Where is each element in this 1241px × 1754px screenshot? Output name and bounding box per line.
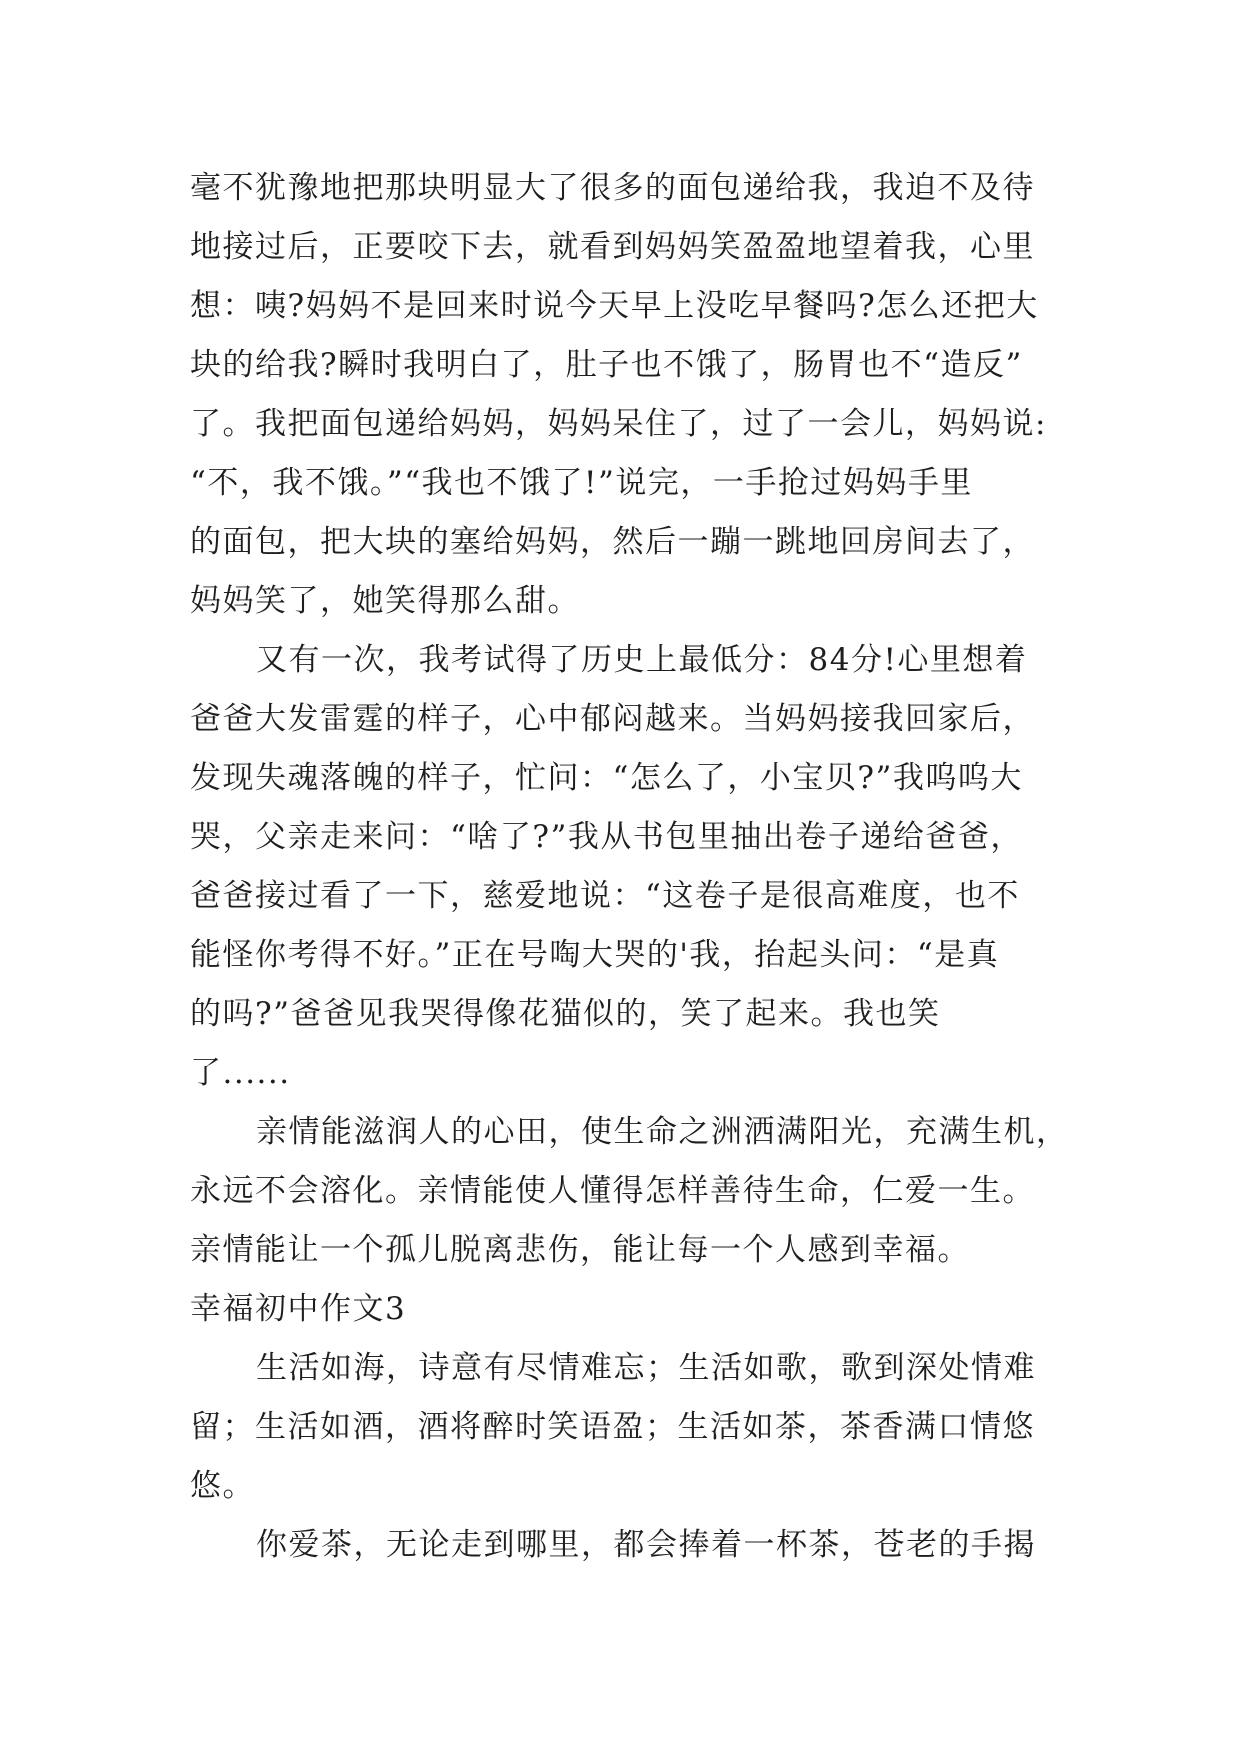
- paragraph-2: [190, 631, 1070, 1103]
- text-line: 发现失魂落魄的样子，忙问：“怎么了，小宝贝?”我呜呜大: [190, 760, 1023, 796]
- text-line: 了......: [190, 1055, 291, 1091]
- text-line: 块的给我?瞬时我明白了，肚子也不饿了，肠胃也不“造反”: [190, 347, 1023, 383]
- text-line: “不，我不饿。”“我也不饿了!”说完，一手抢过妈妈手里: [190, 465, 973, 501]
- paragraph-1: [190, 159, 1070, 631]
- text-line: 永远不会溶化。亲情能使人懂得怎样善待生命，仁爱一生。: [190, 1173, 1035, 1209]
- article-body: [190, 159, 1070, 1575]
- text-line: 的面包，把大块的塞给妈妈，然后一蹦一跳地回房间去了，: [190, 524, 1035, 560]
- text-line: 的吗?”爸爸见我哭得像花猫似的，笑了起来。我也笑: [190, 996, 941, 1032]
- paragraph-4: [190, 1339, 1070, 1516]
- paragraph-5: [190, 1516, 1070, 1575]
- text-line: 悠。: [190, 1468, 255, 1504]
- text-line: 生活如海，诗意有尽情难忘；生活如歌，歌到深处情难: [256, 1350, 1036, 1386]
- text-line: 地接过后，正要咬下去，就看到妈妈笑盈盈地望着我，心里: [190, 229, 1035, 265]
- section-heading: 幸福初中作文3: [190, 1291, 407, 1327]
- text-line: 又有一次，我考试得了历史上最低分：84分!心里想着: [256, 642, 1028, 678]
- text-line: 妈妈笑了，她笑得那么甜。: [190, 583, 580, 619]
- text-line: 爸爸大发雷霆的样子，心中郁闷越来。当妈妈接我回家后，: [190, 701, 1035, 737]
- text-line: 能怪你考得不好。”正在号啕大哭的'我，抬起头问：“是真: [190, 937, 1000, 973]
- text-line: 毫不犹豫地把那块明显大了很多的面包递给我，我迫不及待: [190, 170, 1035, 206]
- text-line: 亲情能让一个孤儿脱离悲伤，能让每一个人感到幸福。: [190, 1232, 970, 1268]
- text-line: 了。我把面包递给妈妈，妈妈呆住了，过了一会儿，妈妈说:: [190, 406, 1047, 442]
- text-line: 爸爸接过看了一下，慈爱地说：“这卷子是很高难度，也不: [190, 878, 1020, 914]
- text-line: 想：咦?妈妈不是回来时说今天早上没吃早餐吗?怎么还把大: [190, 288, 1039, 324]
- text-line: 留；生活如酒，酒将醉时笑语盈；生活如茶，茶香满口情悠: [190, 1409, 1035, 1445]
- text-line: 你爱茶，无论走到哪里，都会捧着一杯茶，苍老的手揭: [256, 1527, 1036, 1563]
- text-line: 哭，父亲走来问：“啥了?”我从书包里抽出卷子递给爸爸，: [190, 819, 1023, 855]
- paragraph-3: [190, 1103, 1070, 1280]
- text-line: 亲情能滋润人的心田，使生命之洲洒满阳光，充满生机，: [256, 1114, 1069, 1150]
